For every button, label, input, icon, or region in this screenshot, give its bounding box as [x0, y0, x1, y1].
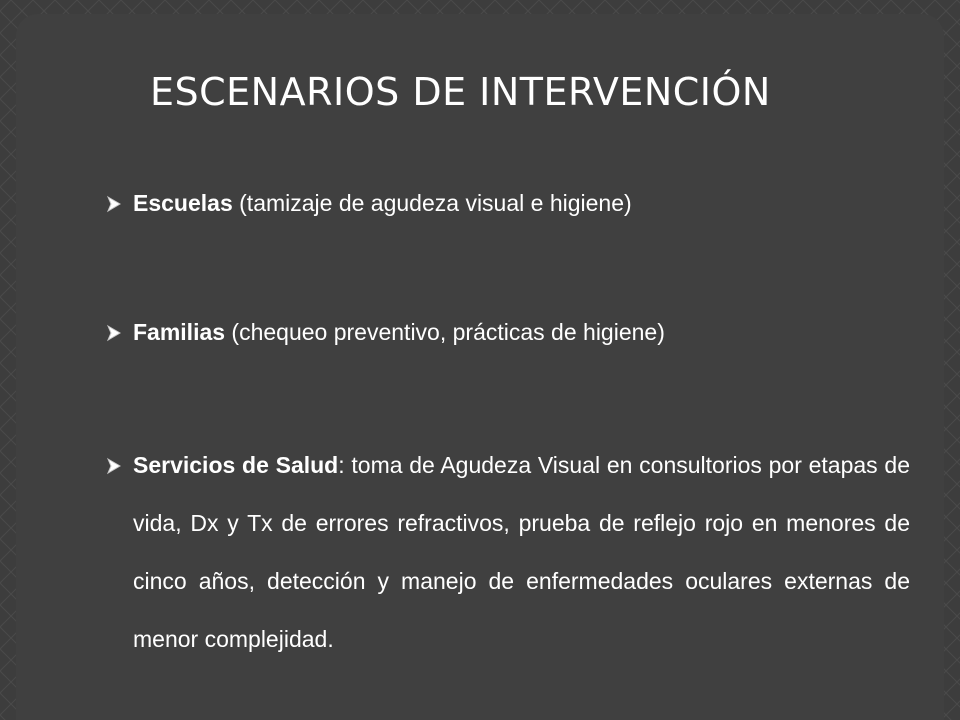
bullet-bold-label: Servicios de Salud	[133, 452, 339, 478]
bullet-item-servicios-de-salud	[105, 436, 910, 668]
bullet-text	[133, 174, 910, 232]
arrowhead-bullet-icon	[105, 324, 123, 342]
bullet-text	[133, 436, 910, 668]
bullet-rest-text: : toma de Agudeza Visual en consultorios por etapas de vida, Dx y Tx de errores refractivos, prueba de reflejo rojo en menores de cinco años, detección y manejo de enfermedades oculares externas de menor complejidad.	[133, 452, 910, 652]
bullet-bold-label: Familias	[133, 319, 226, 345]
arrowhead-bullet-icon	[105, 195, 123, 213]
slide-title: ESCENARIOS DE INTERVENCIÓN	[150, 70, 771, 114]
bullet-item-escuelas	[105, 174, 910, 232]
bullet-rest-text: (chequeo preventivo, prácticas de higiene)	[225, 319, 665, 345]
bullet-item-familias	[105, 303, 910, 361]
bullet-text	[133, 303, 910, 361]
bullet-rest-text: (tamizaje de agudeza visual e higiene)	[232, 190, 632, 216]
arrowhead-bullet-icon	[105, 457, 123, 475]
bullet-bold-label: Escuelas	[133, 190, 233, 216]
